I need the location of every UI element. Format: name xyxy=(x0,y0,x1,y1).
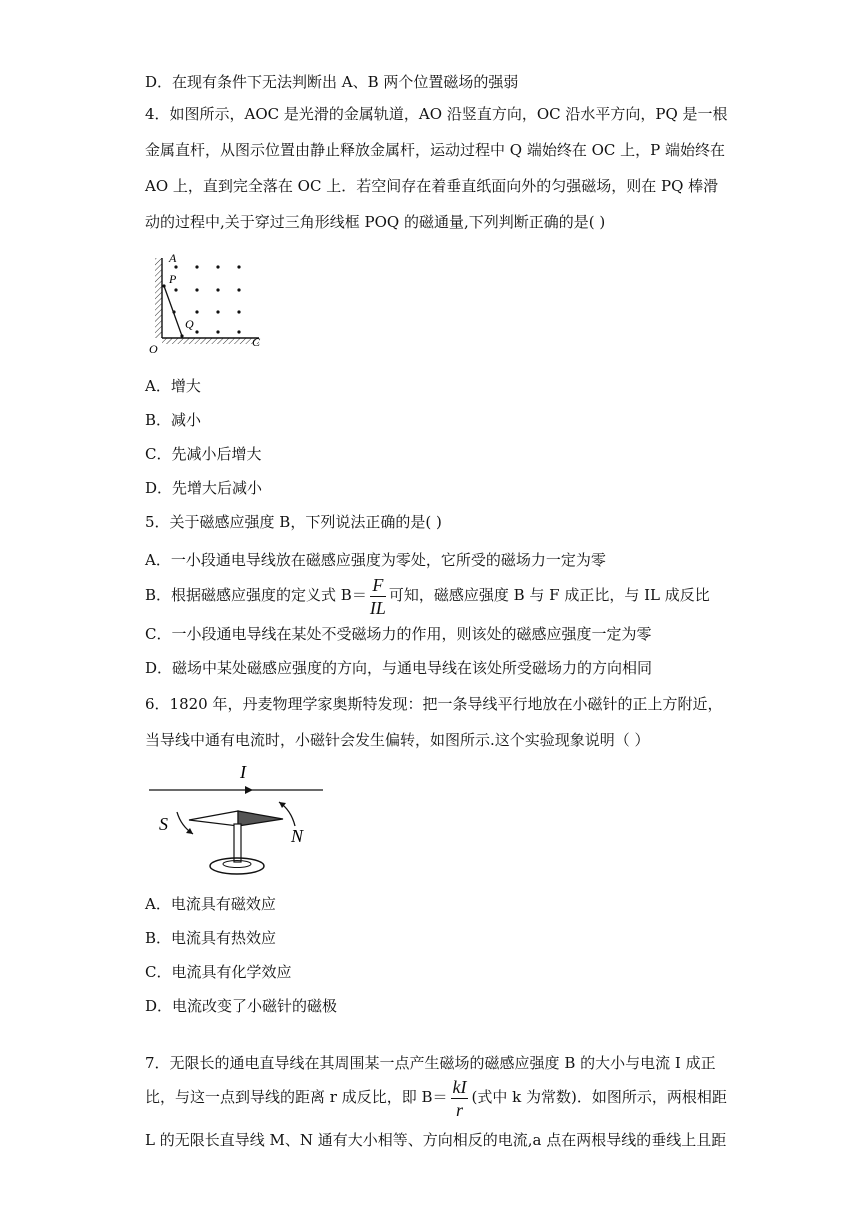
q5-stem: 5．关于磁感应强度 B，下列说法正确的是( ) xyxy=(145,513,442,531)
q6-option-d: D．电流改变了小磁针的磁极 xyxy=(145,997,338,1015)
q4-option-d: D．先增大后减小 xyxy=(145,479,263,497)
oersted-experiment-figure xyxy=(145,760,330,880)
q4-option-b: B．减小 xyxy=(145,411,202,429)
label-a: A xyxy=(169,252,177,265)
label-i: I xyxy=(240,762,246,782)
q4-option-c: C．先减小后增大 xyxy=(145,445,262,463)
q5-option-d: D．磁场中某处磁感应强度的方向，与通电导线在该处所受磁场力的方向相同 xyxy=(145,659,653,677)
needle-south-half xyxy=(189,811,238,826)
q5-option-b-pre: B．根据磁感应强度的定义式 B＝ xyxy=(145,586,367,604)
needle-north-half xyxy=(238,811,283,826)
formula-b-denominator: IL xyxy=(369,597,386,618)
label-q: Q xyxy=(185,317,194,331)
label-s: S xyxy=(159,814,168,834)
q6-option-b: B．电流具有热效应 xyxy=(145,929,277,947)
q5-option-c: C．一小段通电导线在某处不受磁场力的作用，则该处的磁感应强度一定为零 xyxy=(145,625,652,643)
current-arrow xyxy=(245,786,253,794)
q6-stem-line-1: 6．1820 年，丹麦物理学家奥斯特发现：把一条导线平行地放在小磁针的正上方附近， xyxy=(145,695,723,713)
label-n: N xyxy=(291,826,304,846)
formula-kI-numerator: kI xyxy=(452,1076,467,1097)
q6-stem xyxy=(145,686,723,758)
label-p: P xyxy=(169,272,177,286)
q5-option-a: A．一小段通电导线放在磁感应强度为零处，它所受的磁场力一定为零 xyxy=(145,551,606,569)
needle-stand xyxy=(234,824,241,862)
q7-line-3: L 的无限长直导线 M、N 通有大小相等、方向相反的电流,a 点在两根导线的垂线上且距 xyxy=(145,1131,727,1149)
q7-line-2-post: (式中 k 为常数)．如图所示，两根相距 xyxy=(471,1088,727,1106)
formula-kI-r-fraction xyxy=(451,1076,469,1121)
q5-option-b-post: 可知，磁感应强度 B 与 F 成正比，与 IL 成反比 xyxy=(388,586,710,604)
q7-line-1: 7．无限长的通电直导线在其周围某一点产生磁场的磁感应强度 B 的大小与电流 I 成正 xyxy=(145,1054,716,1072)
q3-option-d: D．在现有条件下无法判断出 A、B 两个位置磁场的强弱 xyxy=(145,73,519,91)
q6-option-c: C．电流具有化学效应 xyxy=(145,963,292,981)
q4-stem-line-2: 金属直杆，从图示位置由静止释放金属杆，运动过程中 Q 端始终在 OC 上，P 端始终在 xyxy=(145,141,726,159)
q4-rail-figure xyxy=(145,252,275,357)
q5-option-b xyxy=(145,572,710,619)
q4-stem xyxy=(145,96,728,240)
formula-b-numerator: F xyxy=(370,574,386,597)
q7-line-2-pre: 比，与这一点到导线的距离 r 成反比，即 B＝ xyxy=(145,1088,448,1106)
q7-line-2 xyxy=(145,1074,727,1121)
q4-stem-line-3: AO 上，直到完全落在 OC 上．若空间存在着垂直纸面向外的匀强磁场，则在 PQ 棒滑 xyxy=(145,177,719,195)
q4-option-a: A．增大 xyxy=(145,377,201,395)
q6-stem-line-2: 当导线中通有电流时，小磁针会发生偏转，如图所示.这个实验现象说明（ ） xyxy=(145,731,650,749)
q4-stem-line-4: 动的过程中,关于穿过三角形线框 POQ 的磁通量,下列判断正确的是( ) xyxy=(145,213,606,231)
q6-option-a: A．电流具有磁效应 xyxy=(145,895,276,913)
q4-stem-line-1: 4．如图所示，AOC 是光滑的金属轨道，AO 沿竖直方向，OC 沿水平方向，PQ 是一根 xyxy=(145,105,728,123)
label-c: C xyxy=(252,335,261,349)
formula-r-denominator: r xyxy=(455,1099,463,1120)
formula-b-fraction xyxy=(370,574,386,619)
label-o: O xyxy=(149,342,158,356)
